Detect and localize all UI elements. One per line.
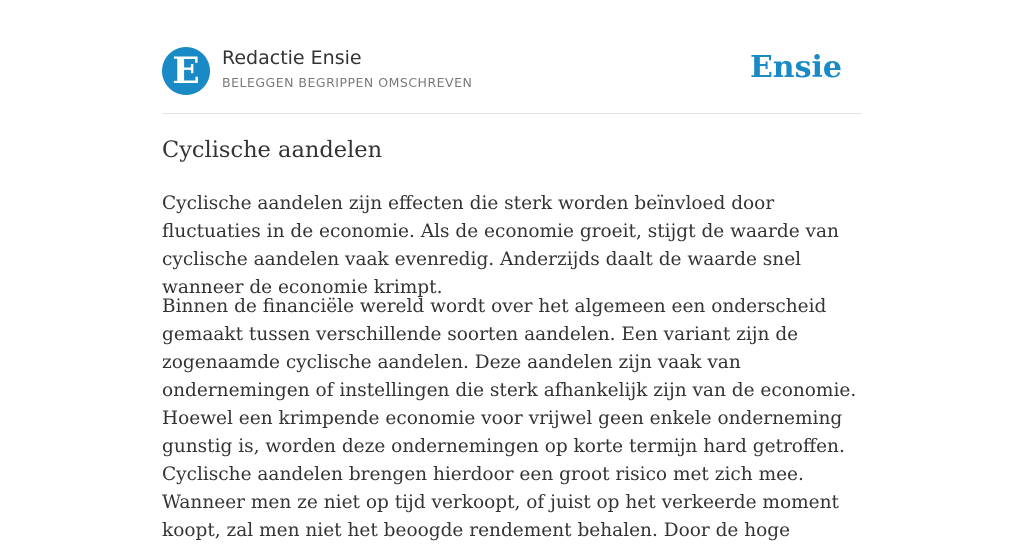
author-name[interactable]: Redactie Ensie xyxy=(222,47,362,69)
brand-logo[interactable]: Ensie xyxy=(749,50,842,85)
author-avatar[interactable]: E xyxy=(162,47,210,95)
article-paragraph: Binnen de financiële wereld wordt over het algemeen een onderscheid gemaakt tussen verschillende soorten aandelen. Een variant zijn de zogenaamde cyclische aandelen. Deze aandelen zijn vaak van ondernemingen of instellingen die sterk afhankelijk zijn van de economie. Hoewel een krimpende economie voor vrijwel geen enkele onderneming gunstig is, worden deze ondernemingen op korte termijn hard getroffen. Cyclische aandelen brengen hierdoor een groot risico met zich mee. Wanneer men ze niet op tijd verkoopt, of juist op het verkeerde moment koopt, zal men niet het beoogde rendement behalen. Door de hoge xyxy=(162,296,857,541)
author-subtitle: BELEGGEN BEGRIPPEN OMSCHREVEN xyxy=(222,75,473,90)
article-paragraph: Cyclische aandelen zijn effecten die sterk worden beïnvloed door fluctuaties in de economie. Als de economie groeit, stijgt de waarde van cyclische aandelen vaak evenredig. Anderzijds daalt de waarde snel wanneer de economie krimpt. xyxy=(162,193,839,298)
header-divider xyxy=(162,113,862,114)
article-header xyxy=(162,46,862,96)
article-title: Cyclische aandelen xyxy=(162,137,383,163)
